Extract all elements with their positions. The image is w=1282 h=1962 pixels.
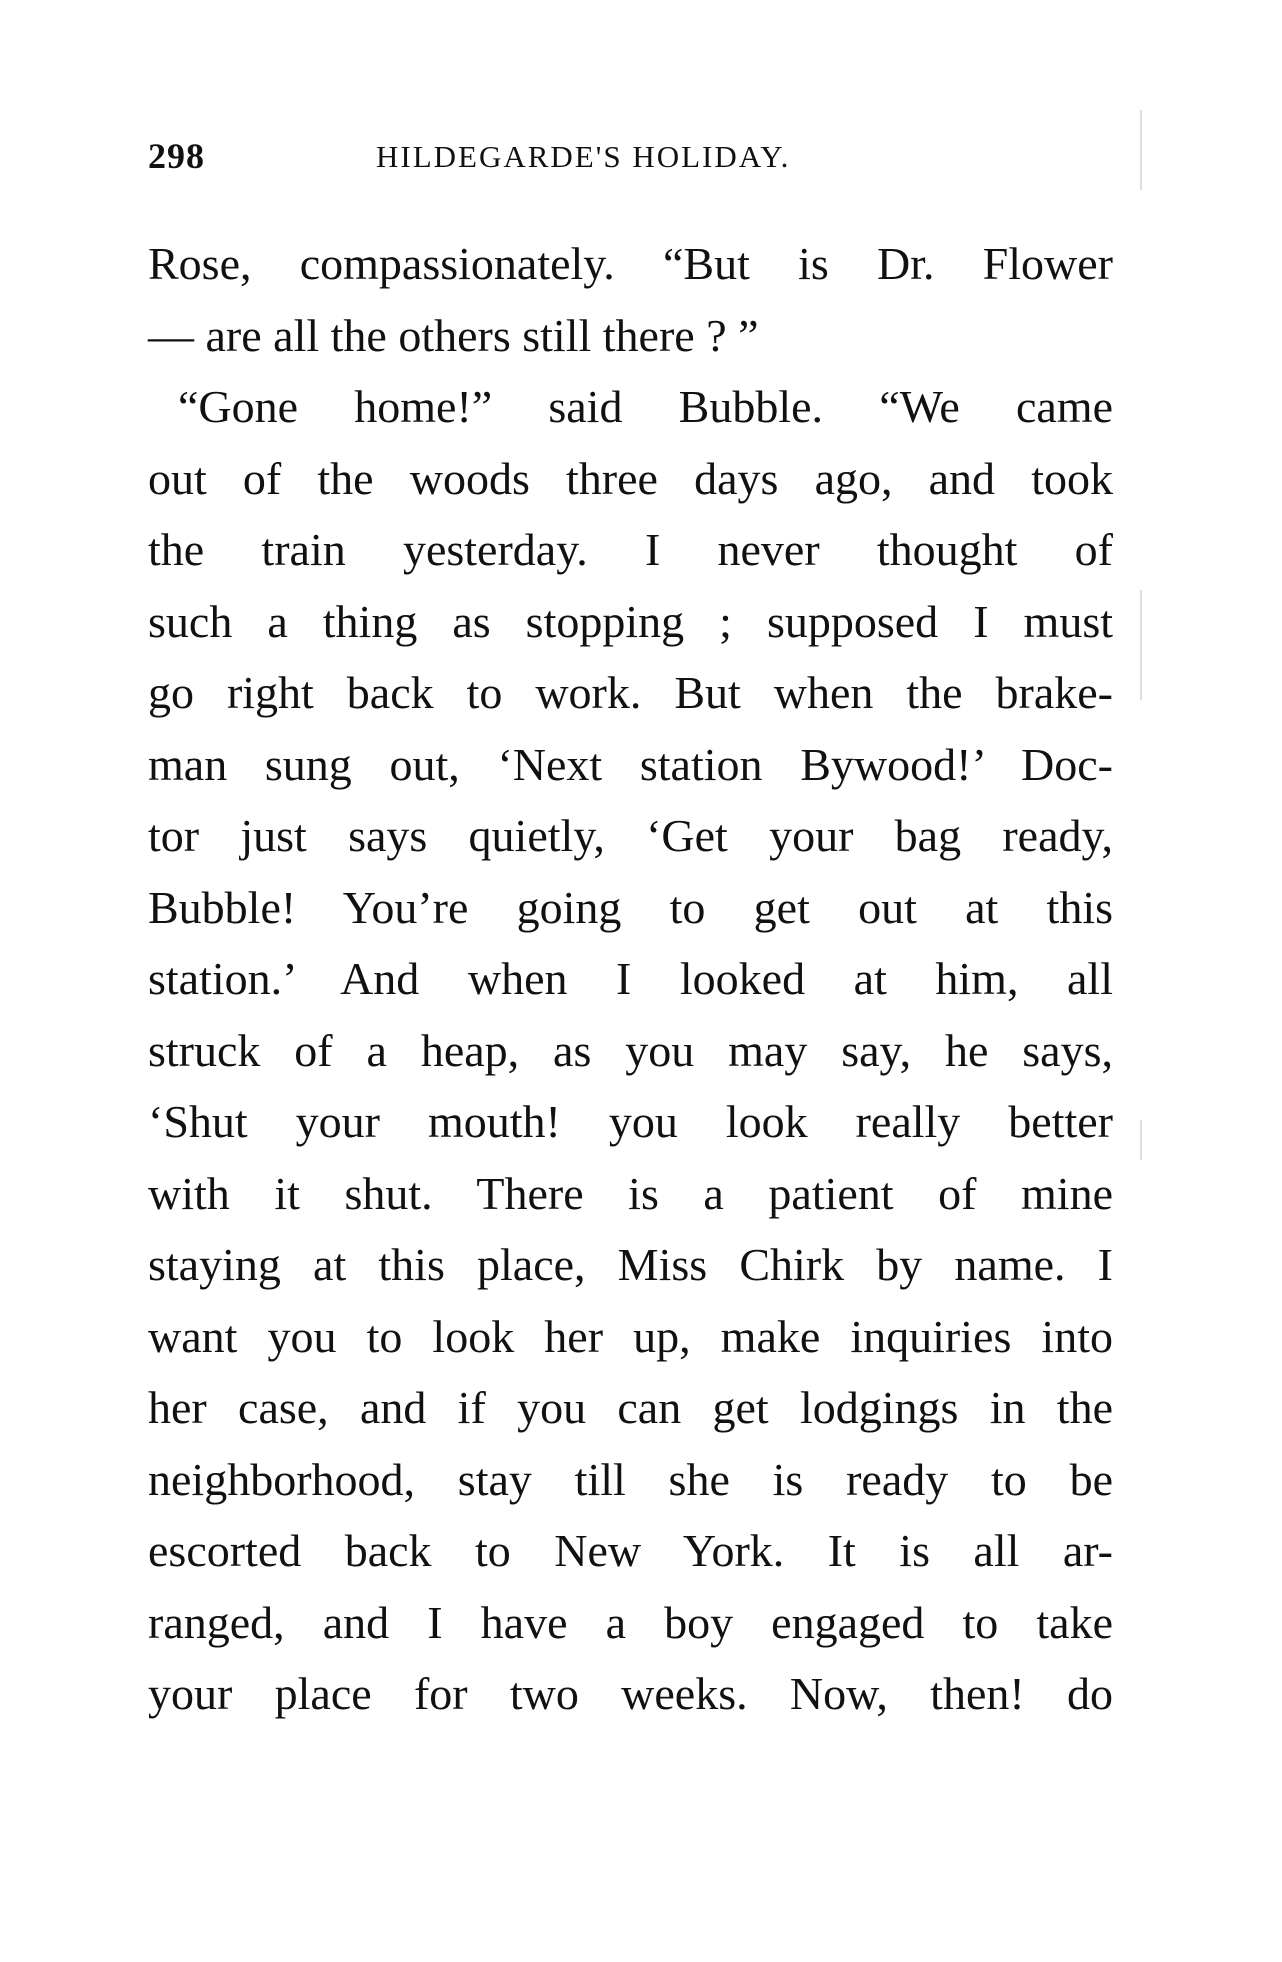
text-line: the train yesterday. I never thought of [148,524,1113,575]
text-line: your place for two weeks. Now, then! do [148,1668,1113,1719]
text-line: station.’ And when I looked at him, all [148,953,1113,1004]
text-line: staying at this place, Miss Chirk by name. I [148,1239,1113,1290]
text-line: tor just says quietly, ‘Get your bag ready, [148,810,1113,861]
scan-edge-mark [1140,110,1142,190]
text-line: go right back to work. But when the brake- [148,667,1113,718]
running-title: HILDEGARDE'S HOLIDAY. [376,139,791,174]
scan-edge-mark [1140,1120,1142,1160]
text-line: such a thing as stopping ; supposed I must [148,595,1113,647]
scan-edge-mark [1140,590,1142,700]
text-line: ‘Shut your mouth! you look really better [148,1096,1113,1147]
text-line: Bubble! You’re going to get out at this [148,881,1113,933]
text-line: ranged, and I have a boy engaged to take [148,1596,1113,1648]
text-line: man sung out, ‘Next station Bywood!’ Doc- [148,738,1113,790]
body-text [148,228,1113,1730]
text-line: — are all the others still there ? ” [148,309,759,361]
text-line: escorted back to New York. It is all ar- [148,1525,1113,1576]
running-head [148,135,1108,185]
page-number: 298 [148,136,205,176]
text-line: struck of a heap, as you may say, he says, [148,1024,1113,1076]
text-line: want you to look her up, make inquiries into [148,1310,1113,1362]
text-line: with it shut. There is a patient of mine [148,1167,1113,1219]
text-line: Rose, compassionately. “But is Dr. Flower [148,238,1113,289]
text-line: her case, and if you can get lodgings in the [148,1382,1113,1433]
text-line: “Gone home!” said Bubble. “We came [178,381,1113,432]
text-line: out of the woods three days ago, and took [148,452,1113,504]
text-line: neighborhood, stay till she is ready to be [148,1453,1113,1505]
